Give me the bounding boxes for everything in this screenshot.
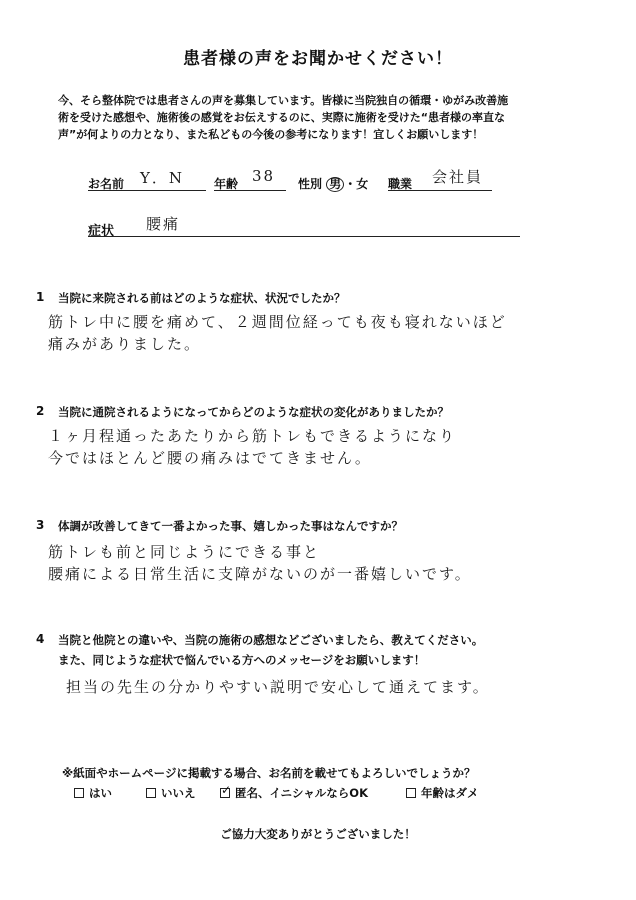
gender-female: 女	[356, 177, 369, 191]
consent-option-no-age[interactable]	[406, 785, 479, 801]
consent-option-yes[interactable]	[74, 785, 112, 801]
checkbox-anonymous-checked[interactable]	[220, 783, 232, 798]
q2-text: 当院に通院されるようになってからどのような症状の変化がありましたか？	[58, 405, 449, 419]
name-value: Y．N	[140, 169, 185, 187]
gender-field	[298, 175, 368, 192]
consent-option-no[interactable]	[146, 785, 196, 801]
age-underline	[214, 190, 286, 191]
option-no-age-label: 年齢はダメ	[421, 786, 479, 800]
symptom-underline	[88, 236, 520, 237]
gender-label: 性別	[298, 177, 323, 191]
intro-text	[58, 92, 598, 143]
age-label: 年齢	[214, 177, 239, 191]
page-title: 患者様の声をお聞かせください！	[183, 49, 453, 69]
q1-answer-line-2: 痛みがありました。	[48, 335, 202, 353]
intro-line-3: 声”が何よりの力となり、また私どもの今後の参考になります！宜しくお願いします！	[58, 128, 484, 141]
check-mark-icon: ✓	[221, 783, 232, 797]
name-underline	[88, 190, 206, 191]
consent-question: ※紙面やホームページに掲載する場合、お名前を載せてもよろしいでしょうか？	[62, 766, 476, 780]
job-label: 職業	[388, 177, 413, 191]
checkbox-no[interactable]	[146, 788, 156, 798]
q4-number: 4	[36, 632, 45, 646]
checkbox-yes[interactable]	[74, 788, 84, 798]
q4-text-line-2: また、同じような症状で悩んでいる方へのメッセージをお願いします！	[58, 653, 426, 667]
q3-answer-line-1: 筋トレも前と同じようにできる事と	[48, 543, 321, 561]
job-value: 会社員	[432, 168, 484, 186]
q4-text: 当院と他院との違いや、当院の施術の感想などございましたら、教えてください。	[58, 633, 484, 647]
q1-number: 1	[36, 290, 45, 304]
q1-answer-line-1: 筋トレ中に腰を痛めて、２週間位経っても夜も寝れないほど	[48, 313, 507, 331]
symptom-label: 症状	[88, 224, 115, 239]
gender-male-circled: 男	[326, 177, 344, 192]
gender-separator: ・	[344, 177, 357, 191]
age-value: 38	[252, 167, 276, 185]
job-underline	[388, 190, 492, 191]
q2-answer-line-1: １ヶ月程通ったあたりから筋トレもできるようになり	[48, 427, 457, 445]
symptom-value: 腰痛	[146, 215, 181, 233]
q3-text: 体調が改善してきて一番よかった事、嬉しかった事はなんですか？	[58, 519, 403, 533]
intro-line-2: 術を受けた感想や、施術後の感覚をお伝えするのに、実際に施術を受けた“患者様の率直な	[58, 111, 506, 124]
q2-number: 2	[36, 404, 45, 418]
consent-option-anonymous[interactable]	[220, 785, 368, 801]
name-label: お名前	[88, 177, 125, 191]
q2-answer-line-2: 今ではほとんど腰の痛みはでてきません。	[48, 449, 372, 467]
option-no-label: いいえ	[161, 786, 196, 800]
q1-text: 当院に来院される前はどのような症状、状況でしたか？	[58, 291, 346, 305]
intro-line-1: 今、そら整体院では患者さんの声を募集しています。皆様に当院独自の循環・ゆがみ改善施	[58, 94, 509, 107]
option-anonymous-label: 匿名、イニシャルならOK	[235, 786, 368, 800]
q3-number: 3	[36, 518, 45, 532]
q4-answer-line-1: 担当の先生の分かりやすい説明で安心して通えてます。	[66, 678, 490, 696]
option-yes-label: はい	[89, 786, 112, 800]
footer-thanks: ご協力大変ありがとうございました！	[220, 827, 416, 841]
checkbox-no-age[interactable]	[406, 788, 416, 798]
q3-answer-line-2: 腰痛による日常生活に支障がないのが一番嬉しいです。	[48, 565, 472, 583]
